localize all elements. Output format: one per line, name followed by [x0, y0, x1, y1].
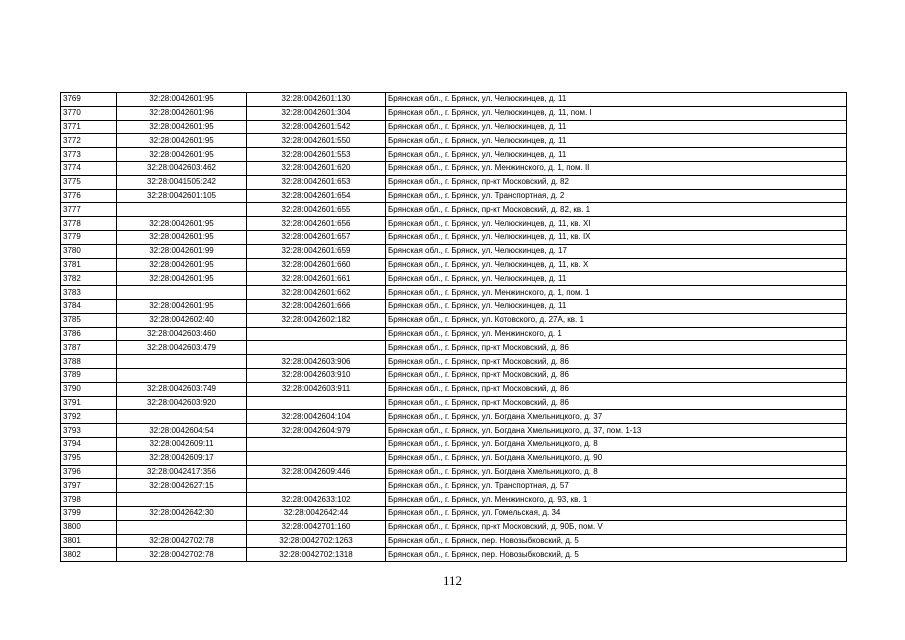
land-cadastral-number-cell: 32:28:0042601:95 [117, 148, 247, 162]
table-row [61, 230, 847, 244]
row-number-cell: 3779 [61, 230, 117, 244]
object-cadastral-number-cell [247, 341, 386, 355]
row-number-cell: 3788 [61, 355, 117, 369]
address-cell: Брянская обл., г. Брянск, ул. Менжинского, д. 93, кв. 1 [386, 493, 847, 507]
table-row [61, 217, 847, 231]
row-number-cell: 3798 [61, 493, 117, 507]
table-row [61, 175, 847, 189]
address-cell: Брянская обл., г. Брянск, ул. Челюскинцев, д. 11, кв. XI [386, 217, 847, 231]
address-cell: Брянская обл., г. Брянск, ул. Челюскинцев, д. 11, пом. I [386, 106, 847, 120]
object-cadastral-number-cell: 32:28:0042601:662 [247, 286, 386, 300]
address-cell: Брянская обл., г. Брянск, ул. Челюскинцев, д. 11 [386, 299, 847, 313]
address-cell: Брянская обл., г. Брянск, пр-кт Московский, д. 86 [386, 382, 847, 396]
table-row [61, 548, 847, 562]
land-cadastral-number-cell: 32:28:0042603:462 [117, 161, 247, 175]
table-row [61, 451, 847, 465]
object-cadastral-number-cell: 32:28:0042604:104 [247, 410, 386, 424]
land-cadastral-number-cell: 32:28:0042601:95 [117, 272, 247, 286]
land-cadastral-number-cell: 32:28:0042601:95 [117, 230, 247, 244]
land-cadastral-number-cell: 32:28:0042601:95 [117, 134, 247, 148]
row-number-cell: 3792 [61, 410, 117, 424]
object-cadastral-number-cell: 32:28:0042702:1263 [247, 534, 386, 548]
table-row [61, 244, 847, 258]
object-cadastral-number-cell [247, 451, 386, 465]
table-body [61, 93, 847, 562]
row-number-cell: 3783 [61, 286, 117, 300]
object-cadastral-number-cell: 32:28:0042601:659 [247, 244, 386, 258]
object-cadastral-number-cell: 32:28:0042702:1318 [247, 548, 386, 562]
address-cell: Брянская обл., г. Брянск, пр-кт Московский, д. 90Б, пом. V [386, 520, 847, 534]
address-cell: Брянская обл., г. Брянск, ул. Богдана Хмельницкого, д. 90 [386, 451, 847, 465]
land-cadastral-number-cell [117, 355, 247, 369]
table-row [61, 437, 847, 451]
row-number-cell: 3770 [61, 106, 117, 120]
address-cell: Брянская обл., г. Брянск, пер. Новозыбковский, д. 5 [386, 534, 847, 548]
row-number-cell: 3800 [61, 520, 117, 534]
table-row [61, 355, 847, 369]
row-number-cell: 3773 [61, 148, 117, 162]
land-cadastral-number-cell: 32:28:0042602:40 [117, 313, 247, 327]
row-number-cell: 3801 [61, 534, 117, 548]
address-cell: Брянская обл., г. Брянск, ул. Менжинского, д. 1, пом. 1 [386, 286, 847, 300]
object-cadastral-number-cell: 32:28:0042601:660 [247, 258, 386, 272]
table-row [61, 465, 847, 479]
object-cadastral-number-cell: 32:28:0042604:979 [247, 424, 386, 438]
table-row [61, 106, 847, 120]
land-cadastral-number-cell: 32:28:0042609:17 [117, 451, 247, 465]
table-row [61, 520, 847, 534]
land-cadastral-number-cell: 32:28:0042601:105 [117, 189, 247, 203]
object-cadastral-number-cell: 32:28:0042603:911 [247, 382, 386, 396]
object-cadastral-number-cell: 32:28:0042603:906 [247, 355, 386, 369]
address-cell: Брянская обл., г. Брянск, ул. Котовского, д. 27А, кв. 1 [386, 313, 847, 327]
row-number-cell: 3795 [61, 451, 117, 465]
row-number-cell: 3774 [61, 161, 117, 175]
object-cadastral-number-cell [247, 479, 386, 493]
address-cell: Брянская обл., г. Брянск, ул. Челюскинцев, д. 11 [386, 148, 847, 162]
address-cell: Брянская обл., г. Брянск, ул. Гомельская, д. 34 [386, 506, 847, 520]
object-cadastral-number-cell: 32:28:0042602:182 [247, 313, 386, 327]
address-cell: Брянская обл., г. Брянск, ул. Богдана Хмельницкого, д. 8 [386, 437, 847, 451]
address-cell: Брянская обл., г. Брянск, пр-кт Московский, д. 86 [386, 355, 847, 369]
object-cadastral-number-cell: 32:28:0042609:446 [247, 465, 386, 479]
table-row [61, 327, 847, 341]
table-row [61, 424, 847, 438]
row-number-cell: 3776 [61, 189, 117, 203]
object-cadastral-number-cell: 32:28:0042601:657 [247, 230, 386, 244]
table-row [61, 286, 847, 300]
table-row [61, 493, 847, 507]
land-cadastral-number-cell: 32:28:0042642:30 [117, 506, 247, 520]
table-row [61, 134, 847, 148]
table-row [61, 382, 847, 396]
land-cadastral-number-cell: 32:28:0042417:356 [117, 465, 247, 479]
address-cell: Брянская обл., г. Брянск, пр-кт Московский, д. 82 [386, 175, 847, 189]
land-cadastral-number-cell [117, 520, 247, 534]
row-number-cell: 3799 [61, 506, 117, 520]
land-cadastral-number-cell: 32:28:0041505:242 [117, 175, 247, 189]
object-cadastral-number-cell [247, 396, 386, 410]
row-number-cell: 3791 [61, 396, 117, 410]
table-row [61, 506, 847, 520]
row-number-cell: 3771 [61, 120, 117, 134]
table-row [61, 203, 847, 217]
land-cadastral-number-cell: 32:28:0042601:95 [117, 120, 247, 134]
row-number-cell: 3784 [61, 299, 117, 313]
object-cadastral-number-cell [247, 437, 386, 451]
land-cadastral-number-cell: 32:28:0042601:96 [117, 106, 247, 120]
land-cadastral-number-cell: 32:28:0042603:920 [117, 396, 247, 410]
land-cadastral-number-cell: 32:28:0042601:95 [117, 93, 247, 107]
address-cell: Брянская обл., г. Брянск, пр-кт Московский, д. 86 [386, 368, 847, 382]
object-cadastral-number-cell: 32:28:0042601:620 [247, 161, 386, 175]
table-row [61, 93, 847, 107]
row-number-cell: 3790 [61, 382, 117, 396]
land-cadastral-number-cell: 32:28:0042603:460 [117, 327, 247, 341]
row-number-cell: 3772 [61, 134, 117, 148]
land-cadastral-number-cell [117, 410, 247, 424]
object-cadastral-number-cell: 32:28:0042601:655 [247, 203, 386, 217]
object-cadastral-number-cell: 32:28:0042601:661 [247, 272, 386, 286]
address-cell: Брянская обл., г. Брянск, ул. Богдана Хмельницкого, д. 37 [386, 410, 847, 424]
row-number-cell: 3789 [61, 368, 117, 382]
address-cell: Брянская обл., г. Брянск, ул. Челюскинцев, д. 11, кв. X [386, 258, 847, 272]
land-cadastral-number-cell: 32:28:0042603:749 [117, 382, 247, 396]
row-number-cell: 3780 [61, 244, 117, 258]
page-number: 112 [442, 573, 463, 588]
object-cadastral-number-cell: 32:28:0042601:542 [247, 120, 386, 134]
row-number-cell: 3787 [61, 341, 117, 355]
table-row [61, 272, 847, 286]
object-cadastral-number-cell: 32:28:0042601:304 [247, 106, 386, 120]
address-cell: Брянская обл., г. Брянск, ул. Челюскинцев, д. 11 [386, 272, 847, 286]
address-cell: Брянская обл., г. Брянск, ул. Богдана Хмельницкого, д. 8 [386, 465, 847, 479]
address-cell: Брянская обл., г. Брянск, ул. Челюскинцев, д. 17 [386, 244, 847, 258]
table-row [61, 120, 847, 134]
row-number-cell: 3802 [61, 548, 117, 562]
address-cell: Брянская обл., г. Брянск, ул. Транспортная, д. 2 [386, 189, 847, 203]
address-cell: Брянская обл., г. Брянск, ул. Челюскинцев, д. 11 [386, 134, 847, 148]
row-number-cell: 3769 [61, 93, 117, 107]
table-row [61, 368, 847, 382]
object-cadastral-number-cell: 32:28:0042601:656 [247, 217, 386, 231]
land-cadastral-number-cell: 32:28:0042702:78 [117, 548, 247, 562]
row-number-cell: 3778 [61, 217, 117, 231]
land-cadastral-number-cell: 32:28:0042702:78 [117, 534, 247, 548]
address-cell: Брянская обл., г. Брянск, ул. Транспортная, д. 57 [386, 479, 847, 493]
row-number-cell: 3785 [61, 313, 117, 327]
address-cell: Брянская обл., г. Брянск, пер. Новозыбковский, д. 5 [386, 548, 847, 562]
address-cell: Брянская обл., г. Брянск, пр-кт Московский, д. 82, кв. 1 [386, 203, 847, 217]
table-row [61, 299, 847, 313]
address-cell: Брянская обл., г. Брянск, ул. Менжинского, д. 1, пом. II [386, 161, 847, 175]
table-row [61, 341, 847, 355]
row-number-cell: 3775 [61, 175, 117, 189]
land-cadastral-number-cell: 32:28:0042601:95 [117, 217, 247, 231]
land-cadastral-number-cell: 32:28:0042603:479 [117, 341, 247, 355]
address-cell: Брянская обл., г. Брянск, ул. Менжинского, д. 1 [386, 327, 847, 341]
address-cell: Брянская обл., г. Брянск, пр-кт Московский, д. 86 [386, 341, 847, 355]
table-row [61, 396, 847, 410]
land-cadastral-number-cell [117, 203, 247, 217]
row-number-cell: 3781 [61, 258, 117, 272]
address-cell: Брянская обл., г. Брянск, ул. Челюскинцев, д. 11 [386, 93, 847, 107]
address-cell: Брянская обл., г. Брянск, ул. Челюскинцев, д. 11 [386, 120, 847, 134]
object-cadastral-number-cell: 32:28:0042601:550 [247, 134, 386, 148]
row-number-cell: 3786 [61, 327, 117, 341]
object-cadastral-number-cell: 32:28:0042601:666 [247, 299, 386, 313]
land-cadastral-number-cell [117, 493, 247, 507]
table-row [61, 161, 847, 175]
land-cadastral-number-cell: 32:28:0042609:11 [117, 437, 247, 451]
table-row [61, 479, 847, 493]
table-row [61, 410, 847, 424]
object-cadastral-number-cell: 32:28:0042701:160 [247, 520, 386, 534]
land-cadastral-number-cell: 32:28:0042604:54 [117, 424, 247, 438]
object-cadastral-number-cell: 32:28:0042603:910 [247, 368, 386, 382]
table-row [61, 313, 847, 327]
object-cadastral-number-cell: 32:28:0042601:654 [247, 189, 386, 203]
object-cadastral-number-cell: 32:28:0042633:102 [247, 493, 386, 507]
address-cell: Брянская обл., г. Брянск, ул. Челюскинцев, д. 11, кв. IX [386, 230, 847, 244]
land-cadastral-number-cell: 32:28:0042601:99 [117, 244, 247, 258]
property-registry-table [60, 92, 847, 562]
object-cadastral-number-cell [247, 327, 386, 341]
land-cadastral-number-cell [117, 286, 247, 300]
row-number-cell: 3797 [61, 479, 117, 493]
table-row [61, 258, 847, 272]
table-row [61, 148, 847, 162]
address-cell: Брянская обл., г. Брянск, пр-кт Московский, д. 86 [386, 396, 847, 410]
row-number-cell: 3794 [61, 437, 117, 451]
table-row [61, 189, 847, 203]
address-cell: Брянская обл., г. Брянск, ул. Богдана Хмельницкого, д. 37, пом. 1-13 [386, 424, 847, 438]
row-number-cell: 3782 [61, 272, 117, 286]
table-row [61, 534, 847, 548]
land-cadastral-number-cell: 32:28:0042601:95 [117, 258, 247, 272]
object-cadastral-number-cell: 32:28:0042642:44 [247, 506, 386, 520]
land-cadastral-number-cell: 32:28:0042601:95 [117, 299, 247, 313]
row-number-cell: 3796 [61, 465, 117, 479]
row-number-cell: 3793 [61, 424, 117, 438]
object-cadastral-number-cell: 32:28:0042601:553 [247, 148, 386, 162]
row-number-cell: 3777 [61, 203, 117, 217]
object-cadastral-number-cell: 32:28:0042601:130 [247, 93, 386, 107]
land-cadastral-number-cell: 32:28:0042627:15 [117, 479, 247, 493]
object-cadastral-number-cell: 32:28:0042601:653 [247, 175, 386, 189]
land-cadastral-number-cell [117, 368, 247, 382]
